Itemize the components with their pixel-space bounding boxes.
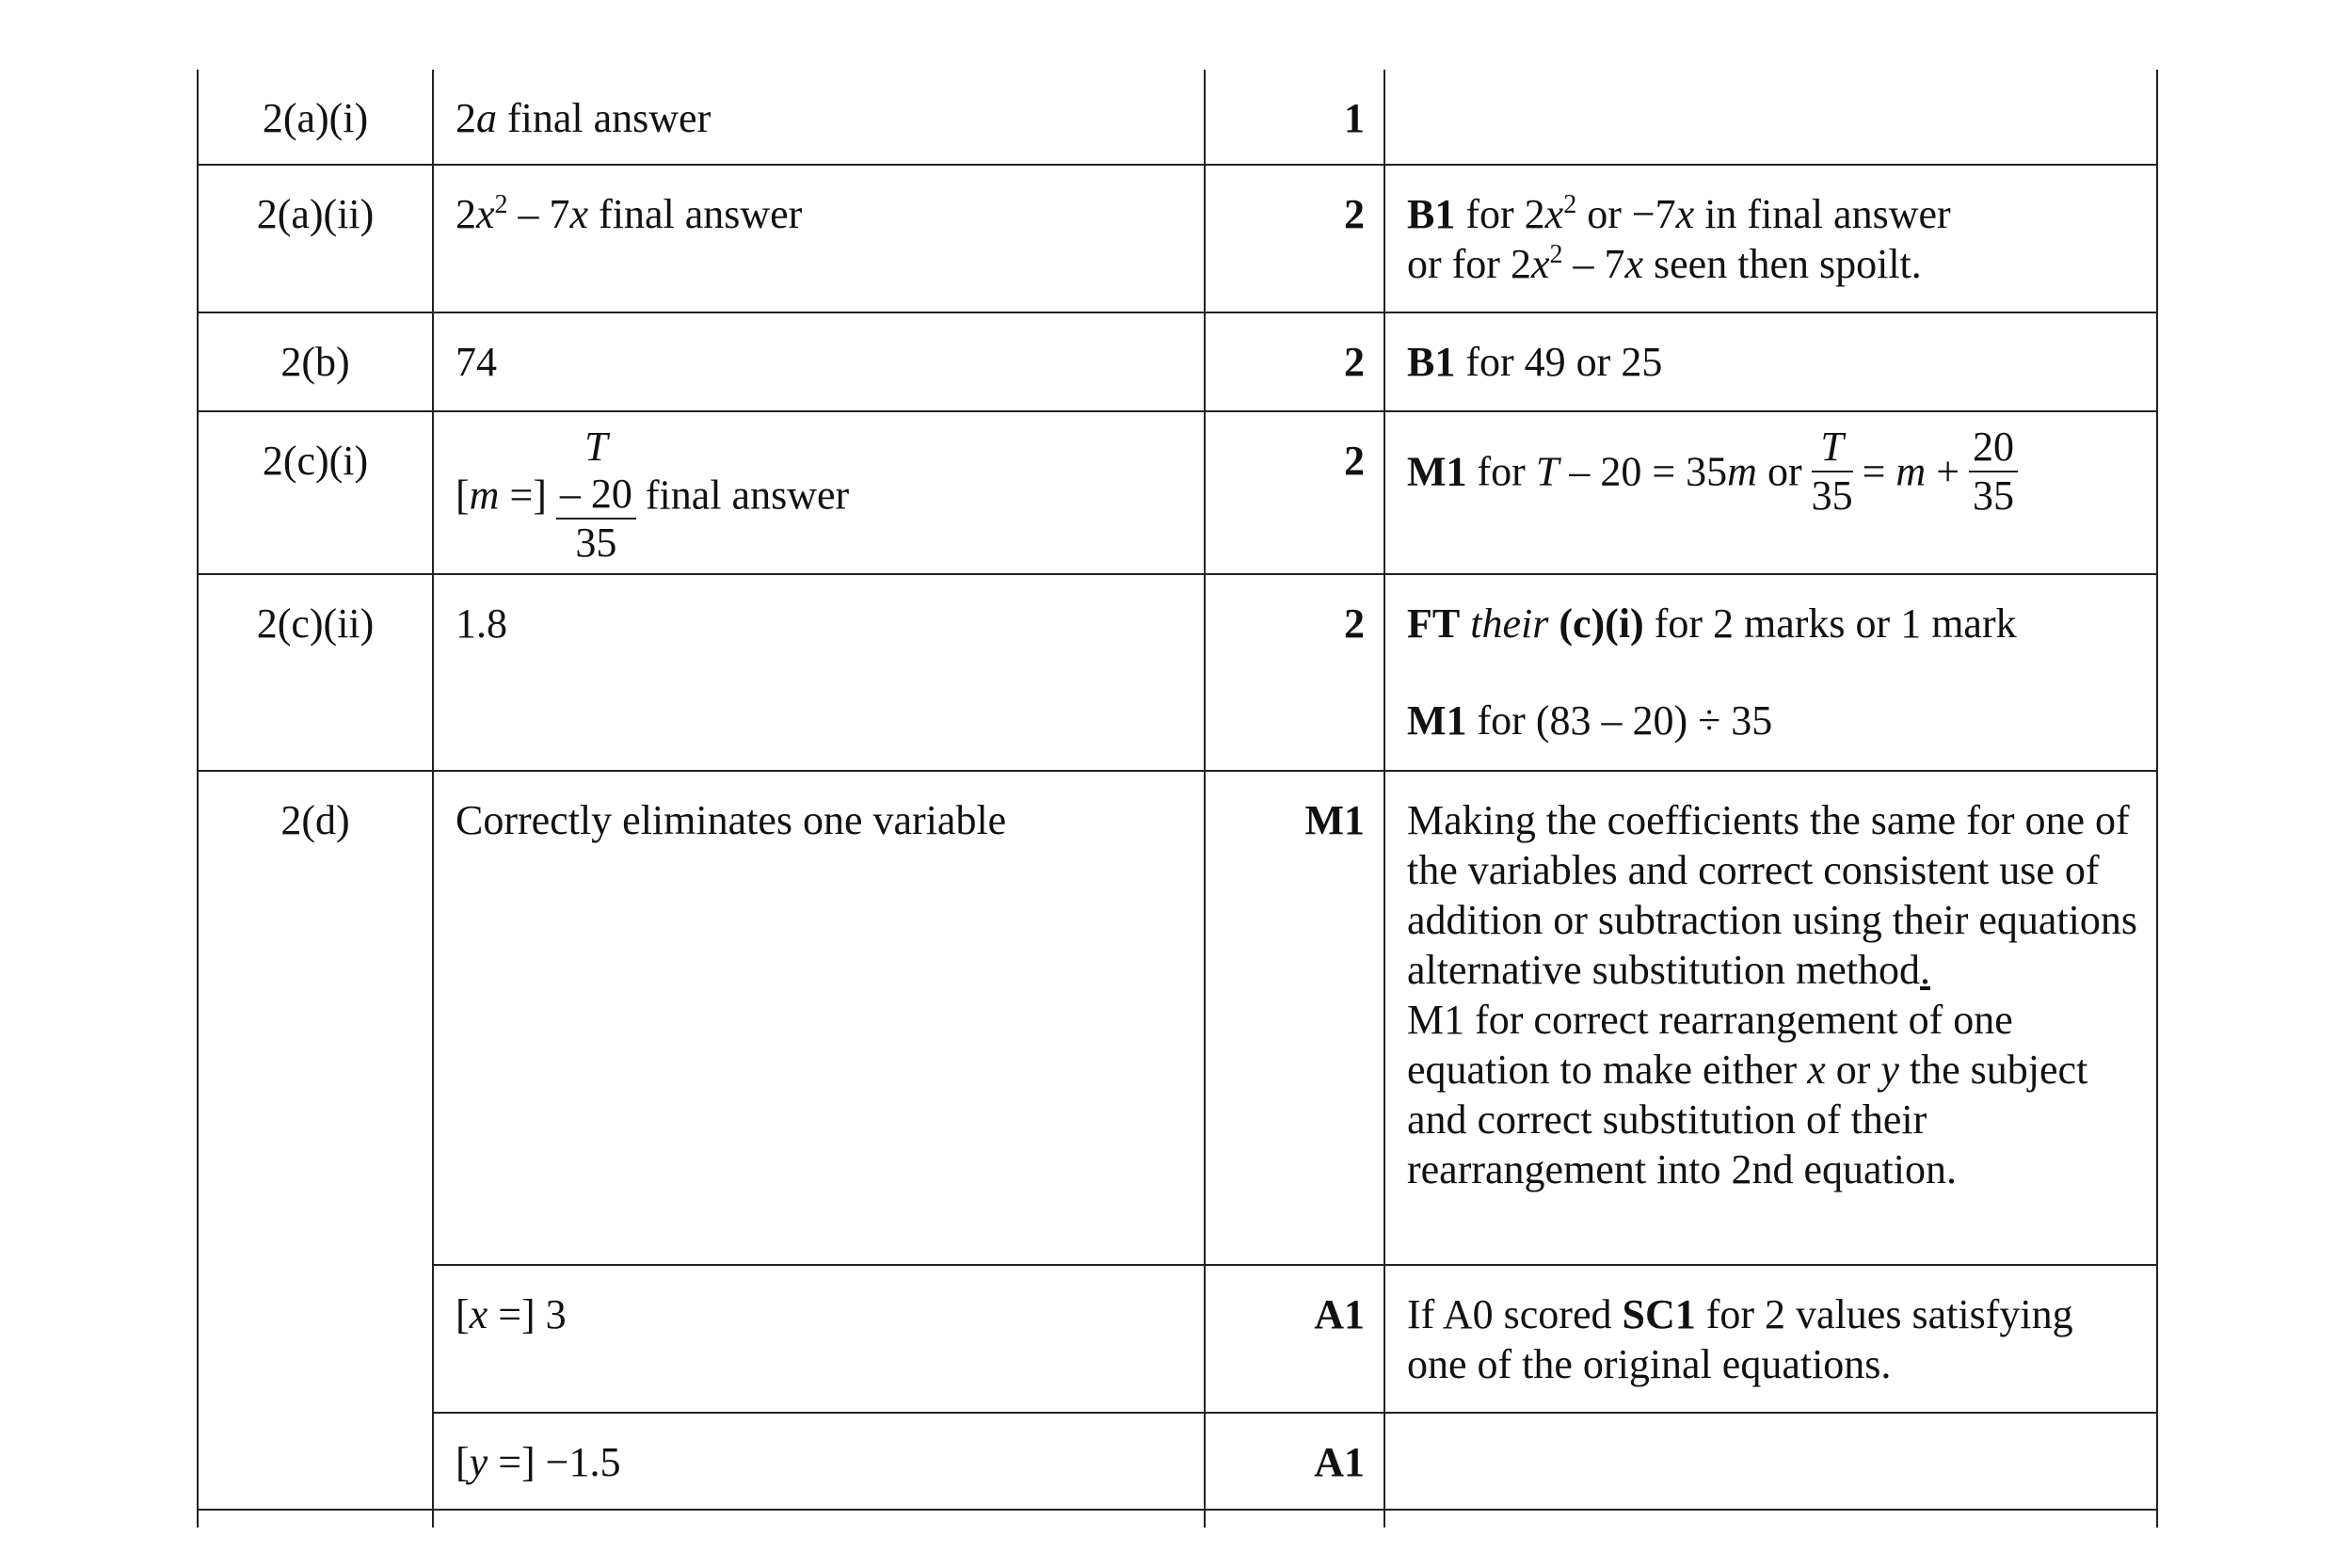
table-row [198,70,2157,165]
table-row [198,574,2157,771]
answer-cell: [m =] T – 20 35 final answer [433,411,1205,574]
table-row [198,165,2157,312]
fraction: $\frac{20}{35}$ [1969,424,2018,520]
table-row [198,312,2157,411]
question-cell: 2(d) [198,771,433,1510]
marks-cell: 2 [1205,165,1384,312]
answer-cell: 1.8 [433,574,1205,771]
answer-cell: [y =] −1.5 [433,1413,1205,1510]
answer-cell: $2x^2 - 7x$ final answer [433,165,1205,312]
guidance-cell: If A0 scored SC1 for 2 values satisfying one of the original equations. [1384,1265,2157,1413]
guidance-cell: Making the coefficients the same for one of the variables and correct consistent use of addition or subtraction using their equations alternative substitution method. M1 for correct rearrangement of one equation to make either x or y the subject and correct substitution of their rearrangement into 2nd equation. [1384,771,2157,1265]
mark-scheme-table [197,70,2158,1528]
answer-cell: [x =] 3 [433,1265,1205,1413]
guidance-cell [1384,1413,2157,1510]
question-cell: 2(c)(i) [198,411,433,574]
marks-cell: 1 [1205,70,1384,165]
fraction: $\frac{T}{35}$ [1811,424,1853,519]
question-cell: 2(a)(i) [198,70,433,165]
fraction: T – 20 35 [556,424,636,567]
question-cell: 2(c)(ii) [198,574,433,771]
question-cell: 2(b) [198,312,433,411]
table-row-continuation [198,1510,2157,1528]
answer-cell: 2a final answer [433,70,1205,165]
guidance-cell: M1 for T – 20 = 35m or $\frac{T}{35}$ = m + $\frac{20}{35}$ [1384,411,2157,574]
guidance-cell: B1 for $2x^2$ or −7x in final answer or for $2x^2 - 7x$ seen then spoilt. [1384,165,2157,312]
table-row [198,1413,2157,1510]
marks-cell: M1 [1205,771,1384,1265]
guidance-cell: FT their (c)(i) for 2 marks or 1 mark M1 for (83 – 20) ÷ 35 [1384,574,2157,771]
marks-cell: 2 [1205,574,1384,771]
question-cell: 2(a)(ii) [198,165,433,312]
table-row [198,411,2157,574]
answer-cell: 74 [433,312,1205,411]
guidance-cell [1384,70,2157,165]
marks-cell: A1 [1205,1413,1384,1510]
answer-cell: Correctly eliminates one variable [433,771,1205,1265]
marks-cell: A1 [1205,1265,1384,1413]
table-row [198,1265,2157,1413]
table-row [198,771,2157,1265]
guidance-cell: B1 for 49 or 25 [1384,312,2157,411]
marks-cell: 2 [1205,312,1384,411]
marks-cell: 2 [1205,411,1384,574]
